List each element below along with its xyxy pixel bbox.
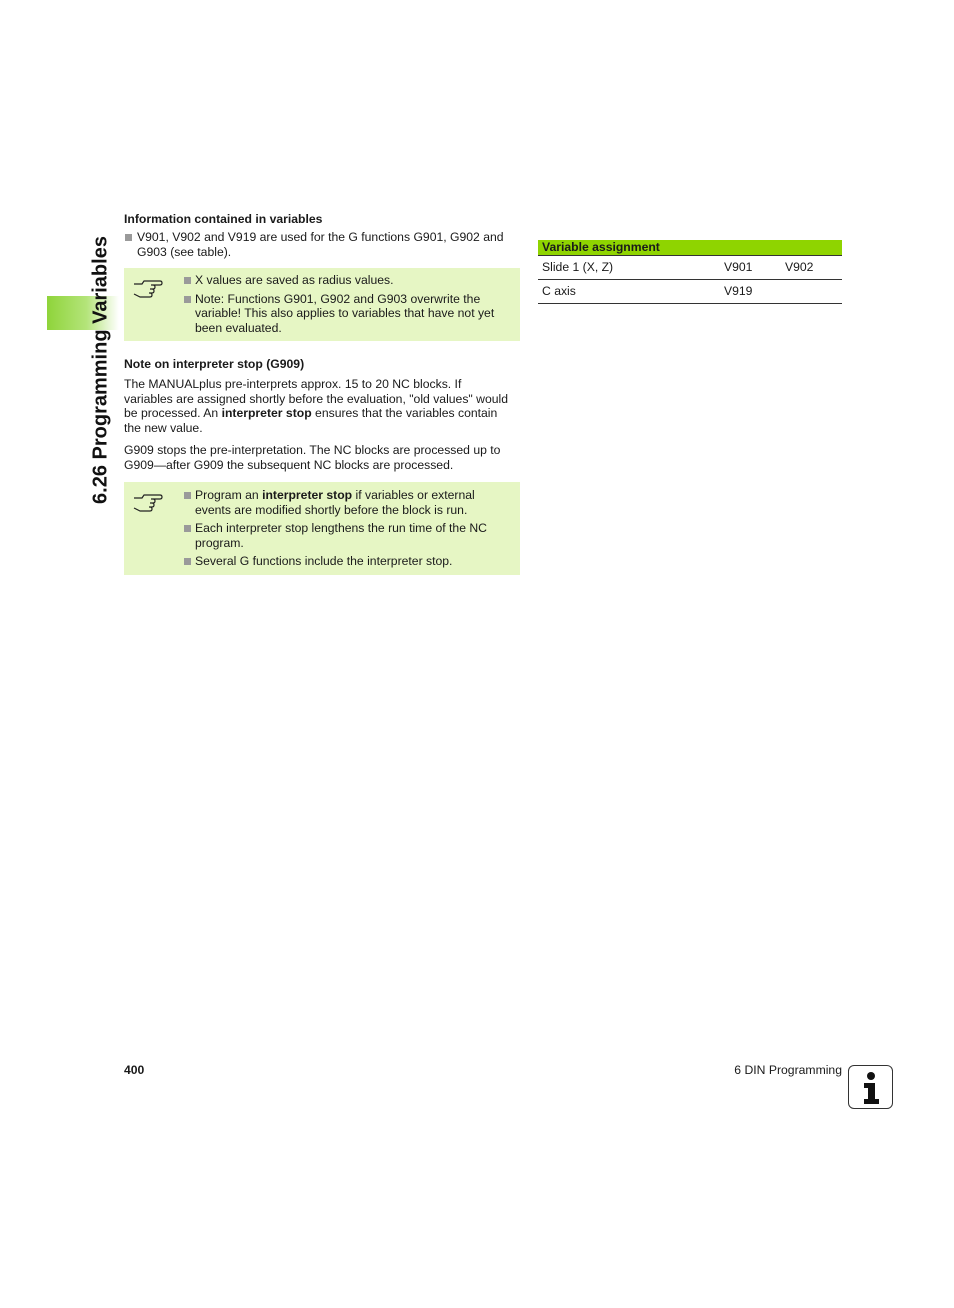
note-text-line: variable! This also applies to variables that have not yet <box>195 306 495 320</box>
bullet-square-icon <box>184 558 191 565</box>
variable-assignment-table <box>538 240 842 304</box>
note-text-line: Program an interpreter stop if variables or external <box>195 488 475 502</box>
table-cell-value: V919 <box>724 284 753 298</box>
paragraph <box>124 377 520 435</box>
note-text-line: program. <box>195 535 244 550</box>
info-glyph <box>849 1066 894 1110</box>
bold-term: interpreter stop <box>262 488 353 502</box>
pointing-hand-icon <box>132 276 164 298</box>
list-item <box>183 488 510 517</box>
bullet-square-icon <box>184 296 191 303</box>
note-text-line: Each interpreter stop lengthens the run time of the NC <box>195 521 487 535</box>
note-text-line: events are modified shortly before the block is run. <box>195 502 468 517</box>
table-cell-label: C axis <box>542 284 576 298</box>
table-row <box>538 256 842 280</box>
left-column <box>124 212 520 575</box>
table-cell-value: V901 <box>724 260 753 274</box>
bullet-square-icon <box>125 234 132 241</box>
bullet-square-icon <box>184 492 191 499</box>
chapter-side-title: 6.26 Programming Variables <box>89 236 112 504</box>
bullet-text-line: G903 (see table). <box>137 244 232 259</box>
table-header: Variable assignment <box>538 240 842 256</box>
bullet-square-icon <box>184 277 191 284</box>
chapter-label: 6 DIN Programming <box>734 1063 842 1077</box>
table-cell-label: Slide 1 (X, Z) <box>542 260 614 274</box>
paragraph-line: the new value. <box>124 420 203 435</box>
paragraph <box>124 443 520 472</box>
list-item <box>183 554 510 569</box>
paragraph-line: G909 stops the pre-interpretation. The NC blocks are processed up to <box>124 443 501 457</box>
section-heading-info: Information contained in variables <box>124 212 323 226</box>
list-item <box>183 273 510 288</box>
note-box <box>124 482 520 575</box>
list-item <box>183 292 510 336</box>
paragraph-line: The MANUALplus pre-interprets approx. 15 to 20 NC blocks. If <box>124 377 462 391</box>
bullet-square-icon <box>184 525 191 532</box>
note-text-line: X values are saved as radius values. <box>195 273 394 287</box>
page-number: 400 <box>124 1063 145 1077</box>
list-item <box>124 230 520 259</box>
paragraph-line: G909—after G909 the subsequent NC blocks are processed. <box>124 457 454 472</box>
paragraph-line: variables are assigned shortly before the evaluation, "old values" would <box>124 391 508 406</box>
info-icon[interactable] <box>848 1065 893 1109</box>
note-box <box>124 268 520 341</box>
table-cell-value: V902 <box>785 260 814 274</box>
bullet-text-line: V901, V902 and V919 are used for the G functions G901, G902 and <box>137 230 504 244</box>
note-text-line: Several G functions include the interpreter stop. <box>195 554 453 568</box>
note-text-line: Note: Functions G901, G902 and G903 overwrite the <box>195 291 481 306</box>
note-text-line: been evaluated. <box>195 320 282 335</box>
table-row <box>538 280 842 304</box>
paragraph-line: be processed. An interpreter stop ensures that the variables contain <box>124 406 498 420</box>
section-heading-interpreter-stop: Note on interpreter stop (G909) <box>124 357 305 371</box>
pointing-hand-icon <box>132 490 164 512</box>
bold-term: interpreter stop <box>221 406 312 420</box>
list-item <box>183 521 510 550</box>
